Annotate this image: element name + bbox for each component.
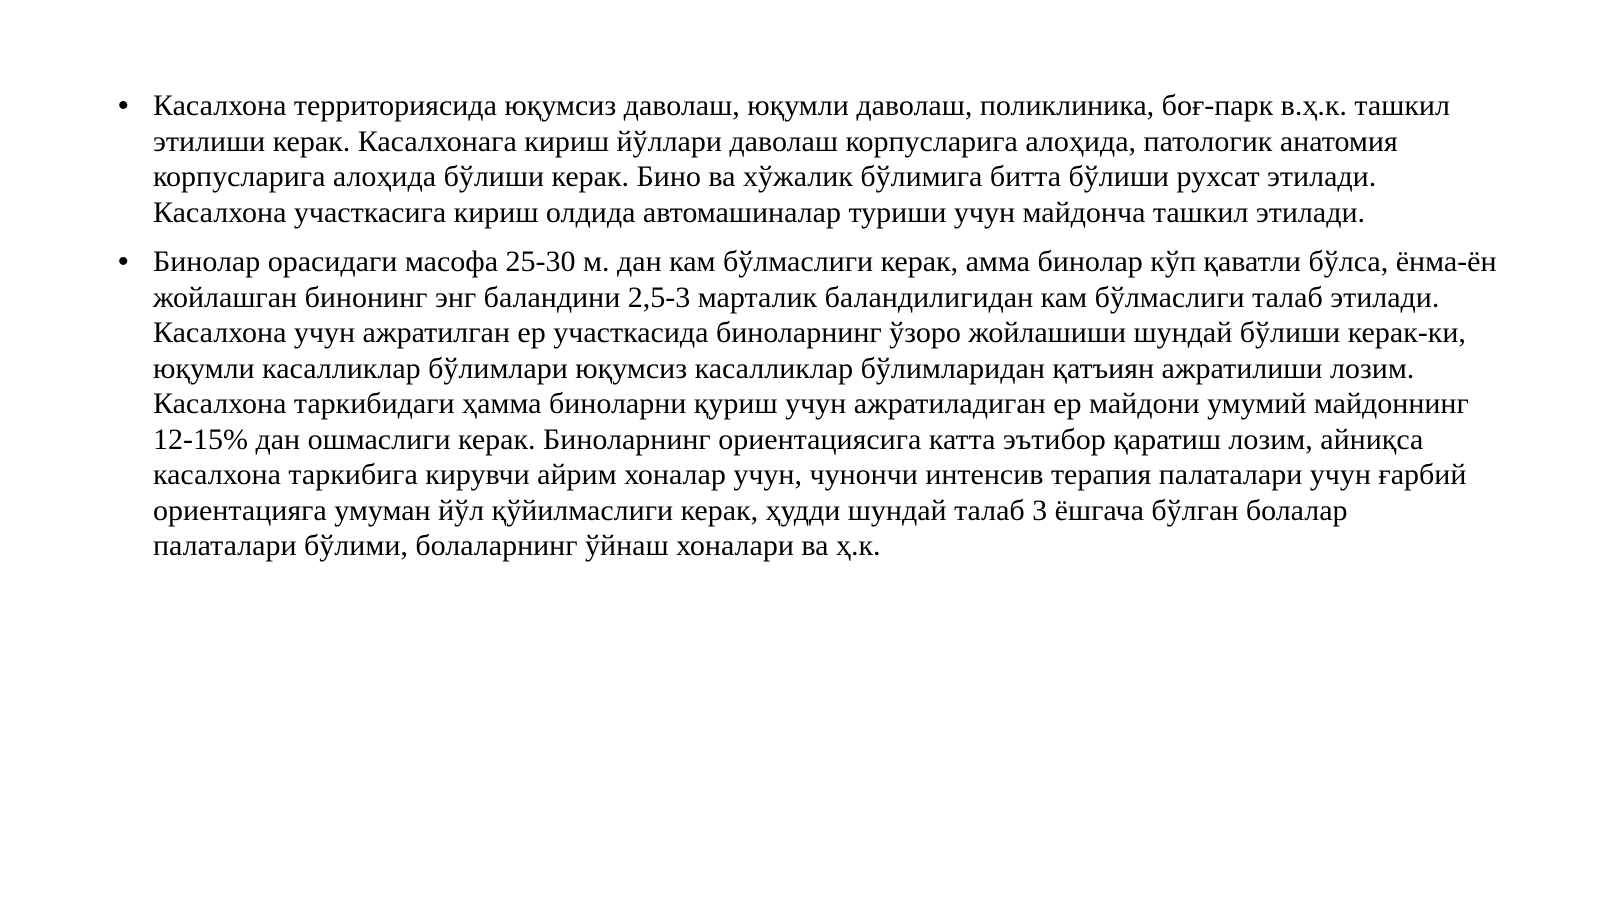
bullet-list xyxy=(118,88,1498,578)
bullet-item-building-distance xyxy=(118,244,1498,564)
bullet-item-hospital-territory xyxy=(118,88,1498,230)
bullet-text: Касалхона территориясида юқумсиз даволаш, юқумли даволаш, поликлиника, боғ-парк в.ҳ.к. ташкил этилиши керак. Касалхонага кириш йўллари даволаш корпусларига алоҳида, патологик анатомия корпусларига алоҳида бўлиши керак. Бино ва хўжалик бўлимига битта бўлиши рухсат этилади. Касалхона участкасига кириш олдида автомашиналар туриши учун майдонча ташкил этилади. xyxy=(153,89,1450,229)
bullet-text: Бинолар орасидаги масофа 25-30 м. дан кам бўлмаслиги керак, амма бинолар кўп қаватли бўлса, ёнма-ён жойлашган бинонинг энг баландини 2,5-3 марталик баландилигидан кам бўлмаслиги талаб этилади. Касалхона учун ажратилган ер участкасида биноларнинг ўзоро жойлашиши шундай бўлиши керак-ки, юқумли касалликлар бўлимлари юқумсиз касалликлар бўлимларидан қатъиян ажратилиши лозим. Касалхона таркибидаги ҳамма биноларни қуриш учун ажратиладиган ер майдони умумий майдоннинг 12-15% дан ошмаслиги керак. Биноларнинг ориентациясига катта эътибор қаратиш лозим, айниқса касалхона таркибига кирувчи айрим хоналар учун, чунончи интенсив терапия палаталари учун ғарбий ориентацияга умуман йўл қўйилмаслиги керак, ҳудди шундай талаб 3 ёшгача бўлган болалар палаталари бўлими, болаларнинг ўйнаш хоналари ва ҳ.к. xyxy=(153,245,1497,562)
bullet-point-icon: • xyxy=(118,245,129,278)
bullet-point-icon: • xyxy=(118,89,129,122)
